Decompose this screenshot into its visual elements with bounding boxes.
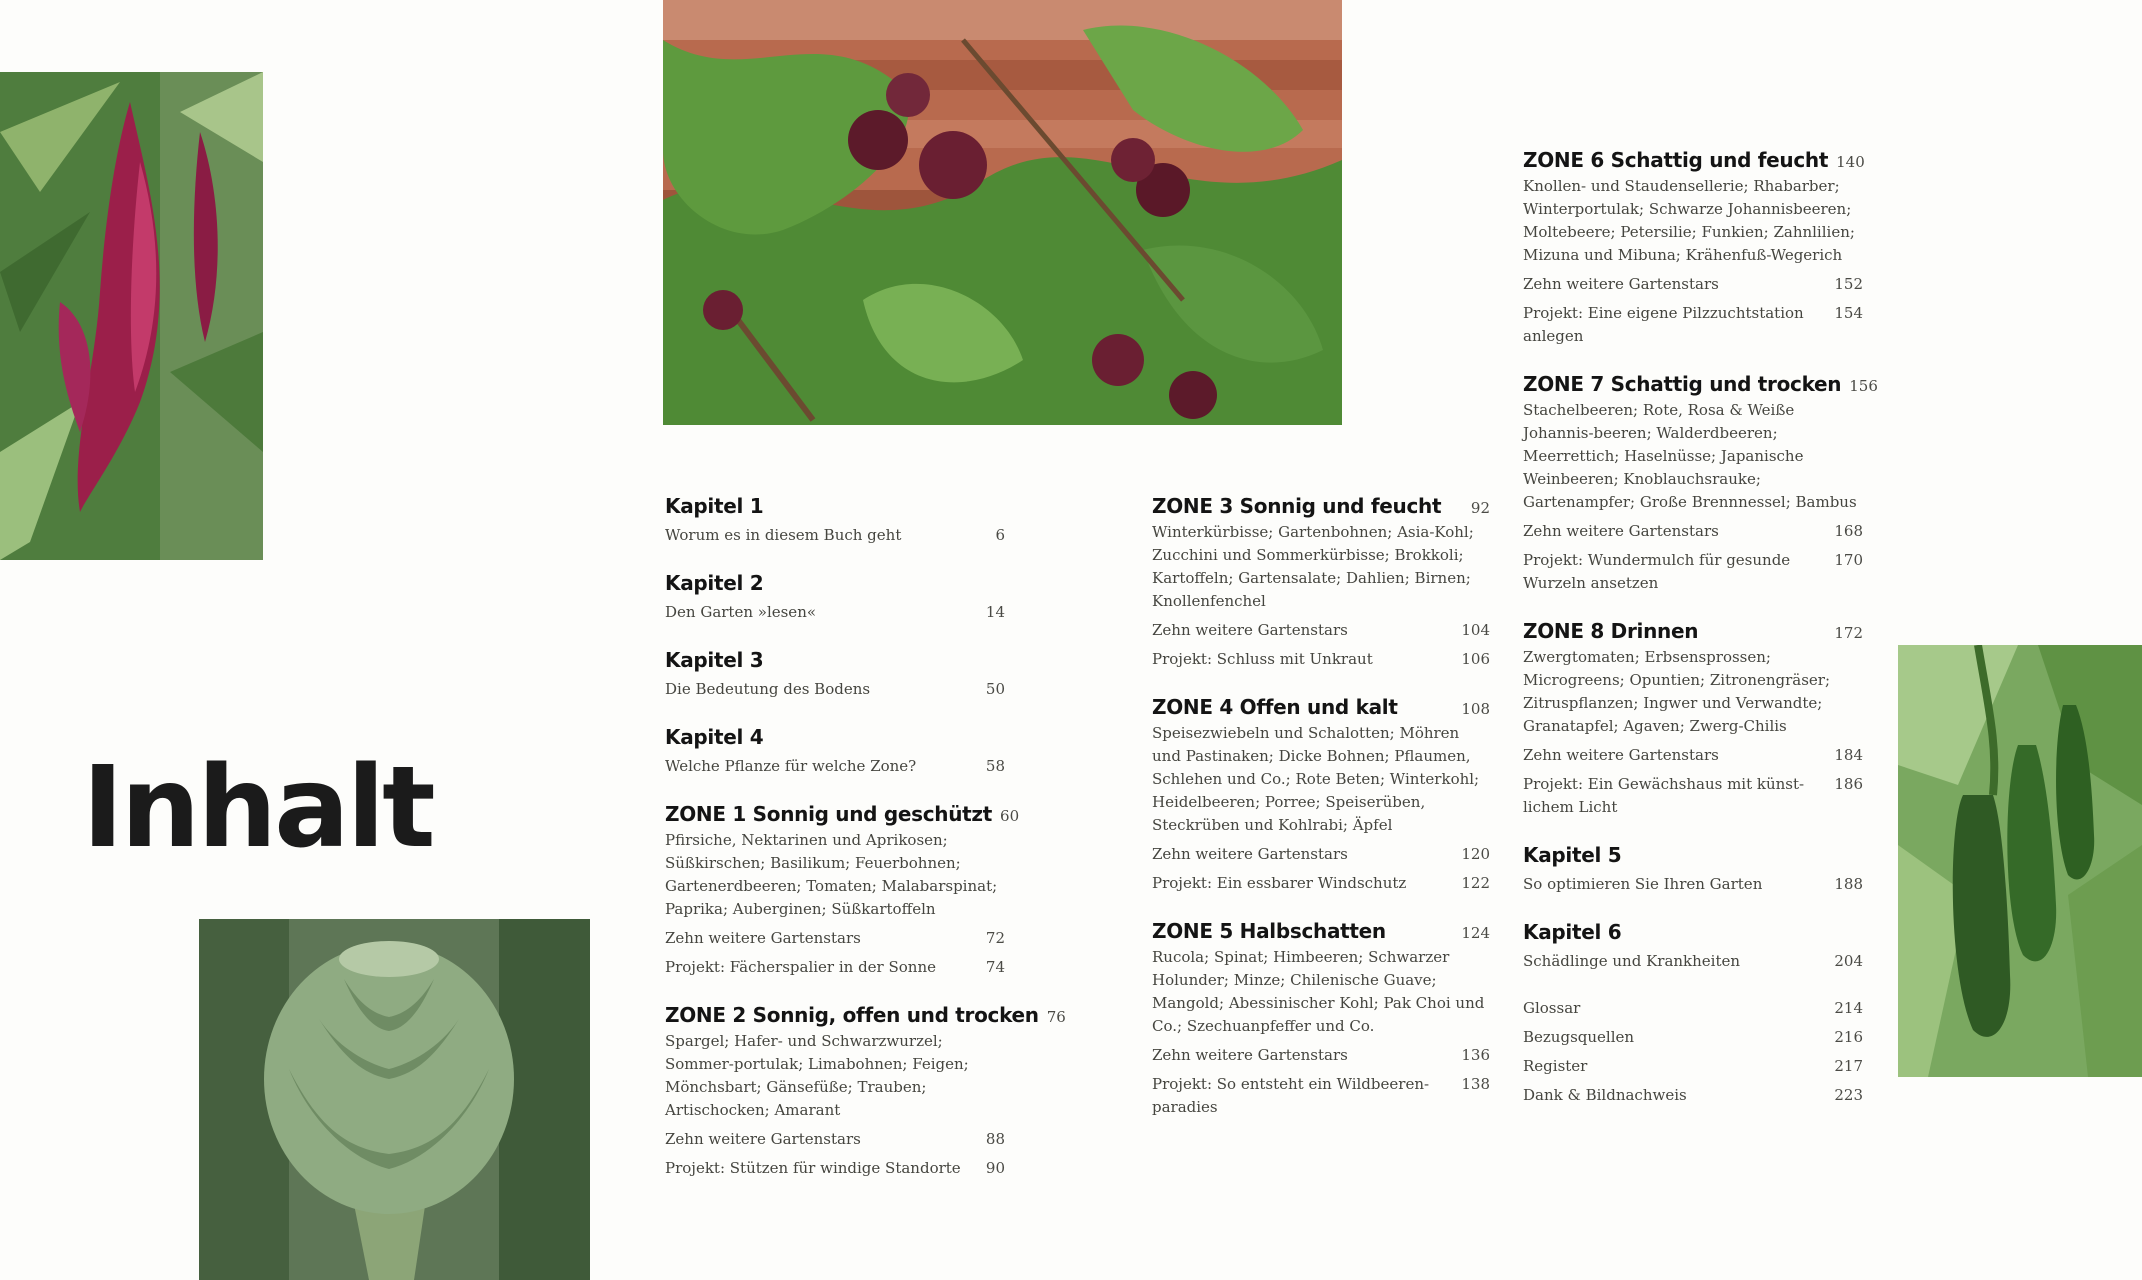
toc-desc: Pfirsiche, Nektarinen und Aprikosen; Süßkirschen; Basilikum; Feuerbohnen; Gartenerdbeeren; Tomaten; Malabarspinat; Paprika; Auberginen; Süßkartoffeln: [665, 831, 998, 918]
toc-project: Projekt: Ein Gewächshaus mit künst-lichem Licht: [1523, 775, 1805, 816]
amaranth-photo: [0, 72, 263, 560]
toc-page: 223: [1834, 1086, 1863, 1104]
toc-entry-kapitel-6[interactable]: [1523, 920, 1863, 973]
toc-page: 214: [1834, 999, 1863, 1017]
toc-title: Kapitel 2: [665, 571, 764, 595]
toc-entry-zone-2[interactable]: [665, 1003, 1066, 1180]
toc-page: 170: [1834, 551, 1863, 569]
toc-page: 138: [1461, 1075, 1490, 1093]
toc-project: Projekt: So entsteht ein Wildbeeren-paradies: [1152, 1075, 1430, 1116]
page-title: Inhalt: [82, 743, 433, 873]
toc-entry-bezugsquellen[interactable]: [1523, 1026, 1863, 1049]
toc-page: 140: [1836, 153, 1865, 171]
toc-entry-zone-8[interactable]: [1523, 619, 1863, 819]
toc-entry-kapitel-2[interactable]: [665, 571, 1005, 624]
toc-desc: Worum es in diesem Buch geht: [665, 526, 902, 544]
toc-entry-register[interactable]: [1523, 1055, 1863, 1078]
toc-page: 14: [985, 603, 1005, 621]
toc-entry-kapitel-5[interactable]: [1523, 843, 1863, 896]
toc-page: 186: [1834, 775, 1863, 793]
toc-stars: Zehn weitere Gartenstars: [665, 1130, 861, 1148]
toc-stars: Zehn weitere Gartenstars: [1523, 522, 1719, 540]
toc-title: ZONE 6 Schattig und feucht: [1523, 148, 1829, 172]
toc-title: ZONE 7 Schattig und trocken: [1523, 372, 1842, 396]
toc-title: Kapitel 1: [665, 494, 764, 518]
toc-project: Projekt: Ein essbarer Windschutz: [1152, 874, 1407, 892]
toc-desc: Knollen- und Staudensellerie; Rhabarber; Winterportulak; Schwarze Johannisbeeren; Moltebeere; Petersilie; Funkien; Zahnlilien; Mizuna und Mibuna; Krähenfuß-Wegerich: [1523, 177, 1855, 264]
toc-title: ZONE 1 Sonnig und geschützt: [665, 802, 993, 826]
toc-page: 72: [985, 929, 1005, 947]
toc-stars: Zehn weitere Gartenstars: [665, 929, 861, 947]
toc-desc: Stachelbeeren; Rote, Rosa & Weiße Johannis-beeren; Walderdbeeren; Meerrettich; Haselnüsse; Japanische Weinbeeren; Knoblauchsrauke; Gartenampfer; Große Brennnessel; Bambus: [1523, 401, 1857, 511]
toc-title: Kapitel 5: [1523, 843, 1622, 867]
toc-entry-kapitel-4[interactable]: [665, 725, 1005, 778]
toc-desc: Winterkürbisse; Gartenbohnen; Asia-Kohl; Zucchini und Sommerkürbisse; Brokkoli; Kartoffeln; Gartensalate; Dahlien; Birnen; Knollenfenchel: [1152, 523, 1474, 610]
toc-title: ZONE 2 Sonnig, offen und trocken: [665, 1003, 1039, 1027]
toc-page: 106: [1461, 650, 1490, 668]
toc-endmatter: [1523, 997, 1863, 1107]
toc-page: 90: [985, 1159, 1005, 1177]
toc-entry-zone-3[interactable]: [1152, 494, 1490, 671]
toc-project: Projekt: Wundermulch für gesunde Wurzeln ansetzen: [1523, 551, 1791, 592]
toc-stars: Zehn weitere Gartenstars: [1152, 845, 1348, 863]
toc-label: Bezugsquellen: [1523, 1028, 1635, 1046]
toc-column-3: [1523, 148, 1878, 1107]
toc-desc: Die Bedeutung des Bodens: [665, 680, 871, 698]
toc-page: 124: [1461, 924, 1490, 942]
toc-desc: Spargel; Hafer- und Schwarzwurzel; Sommer-portulak; Limabohnen; Feigen; Mönchsbart; Gänsefüße; Trauben; Artischocken; Amarant: [665, 1032, 969, 1119]
toc-page: 172: [1834, 624, 1863, 642]
toc-title: ZONE 3 Sonnig und feucht: [1152, 494, 1442, 518]
toc-page: 6: [995, 526, 1005, 544]
toc-title: Kapitel 6: [1523, 920, 1622, 944]
toc-desc: Rucola; Spinat; Himbeeren; Schwarzer Holunder; Minze; Chilenische Guave; Mangold; Abessinischer Kohl; Pak Choi und Co.; Szechuanpfeffer und Co.: [1152, 948, 1485, 1035]
toc-entry-kapitel-3[interactable]: [665, 648, 1005, 701]
toc-entry-zone-1[interactable]: [665, 802, 1020, 979]
toc-desc: Schädlinge und Krankheiten: [1523, 952, 1741, 970]
toc-page: 120: [1461, 845, 1490, 863]
toc-label: Glossar: [1523, 999, 1581, 1017]
toc-desc: Welche Pflanze für welche Zone?: [665, 757, 917, 775]
toc-title: Kapitel 4: [665, 725, 764, 749]
toc-page: 184: [1834, 746, 1863, 764]
toc-page: 122: [1461, 874, 1490, 892]
toc-project: Projekt: Fächerspalier in der Sonne: [665, 958, 937, 976]
toc-page: 216: [1834, 1028, 1863, 1046]
toc-label: Dank & Bildnachweis: [1523, 1086, 1687, 1104]
toc-column-1: [665, 494, 1066, 1204]
toc-stars: Zehn weitere Gartenstars: [1523, 275, 1719, 293]
artichoke-photo: [199, 919, 590, 1280]
toc-entry-zone-5[interactable]: [1152, 919, 1490, 1119]
toc-project: Projekt: Eine eigene Pilzzuchtstation anlegen: [1523, 304, 1804, 345]
toc-page: 188: [1834, 875, 1863, 893]
toc-page: 74: [985, 958, 1005, 976]
toc-label: Register: [1523, 1057, 1588, 1075]
toc-entry-zone-7[interactable]: [1523, 372, 1878, 595]
toc-page: 217: [1834, 1057, 1863, 1075]
toc-project: Projekt: Stützen für windige Standorte: [665, 1159, 961, 1177]
toc-page: 108: [1461, 700, 1490, 718]
toc-entry-glossar[interactable]: [1523, 997, 1863, 1020]
toc-title: Kapitel 3: [665, 648, 764, 672]
toc-column-2: [1152, 494, 1490, 1143]
toc-page: 50: [985, 680, 1005, 698]
toc-title: ZONE 5 Halbschatten: [1152, 919, 1386, 943]
toc-project: Projekt: Schluss mit Unkraut: [1152, 650, 1373, 668]
gooseberry-photo: [663, 0, 1342, 425]
toc-page: 76: [1046, 1008, 1066, 1026]
cucumber-photo: [1898, 645, 2142, 1077]
toc-page: 154: [1834, 304, 1863, 322]
toc-page: 204: [1834, 952, 1863, 970]
toc-desc: So optimieren Sie Ihren Garten: [1523, 875, 1763, 893]
toc-page: 58: [985, 757, 1005, 775]
toc-title: ZONE 4 Offen und kalt: [1152, 695, 1398, 719]
toc-page: 152: [1834, 275, 1863, 293]
toc-entry-kapitel-1[interactable]: [665, 494, 1005, 547]
toc-title: ZONE 8 Drinnen: [1523, 619, 1699, 643]
toc-entry-zone-6[interactable]: [1523, 148, 1863, 348]
toc-page: 60: [1000, 807, 1020, 825]
toc-desc: Zwergtomaten; Erbsensprossen; Microgreens; Opuntien; Zitronengräser; Zitruspflanzen; Ingwer und Verwandte; Granatapfel; Agaven; Zwerg-Chilis: [1523, 648, 1831, 735]
toc-entry-dank[interactable]: [1523, 1084, 1863, 1107]
toc-desc: Den Garten »lesen«: [665, 603, 817, 621]
toc-page: 104: [1461, 621, 1490, 639]
toc-stars: Zehn weitere Gartenstars: [1523, 746, 1719, 764]
toc-page: 136: [1461, 1046, 1490, 1064]
toc-page: 156: [1849, 377, 1878, 395]
toc-stars: Zehn weitere Gartenstars: [1152, 1046, 1348, 1064]
toc-desc: Speisezwiebeln und Schalotten; Möhren und Pastinaken; Dicke Bohnen; Pflaumen, Schlehen und Co.; Rote Beten; Winterkohl; Heidelbeeren; Porree; Speiserüben, Steckrüben und Kohlrabi; Äpfel: [1152, 724, 1480, 834]
toc-page: 88: [985, 1130, 1005, 1148]
toc-entry-zone-4[interactable]: [1152, 695, 1490, 895]
toc-stars: Zehn weitere Gartenstars: [1152, 621, 1348, 639]
toc-page: 168: [1834, 522, 1863, 540]
toc-page: 92: [1470, 499, 1490, 517]
